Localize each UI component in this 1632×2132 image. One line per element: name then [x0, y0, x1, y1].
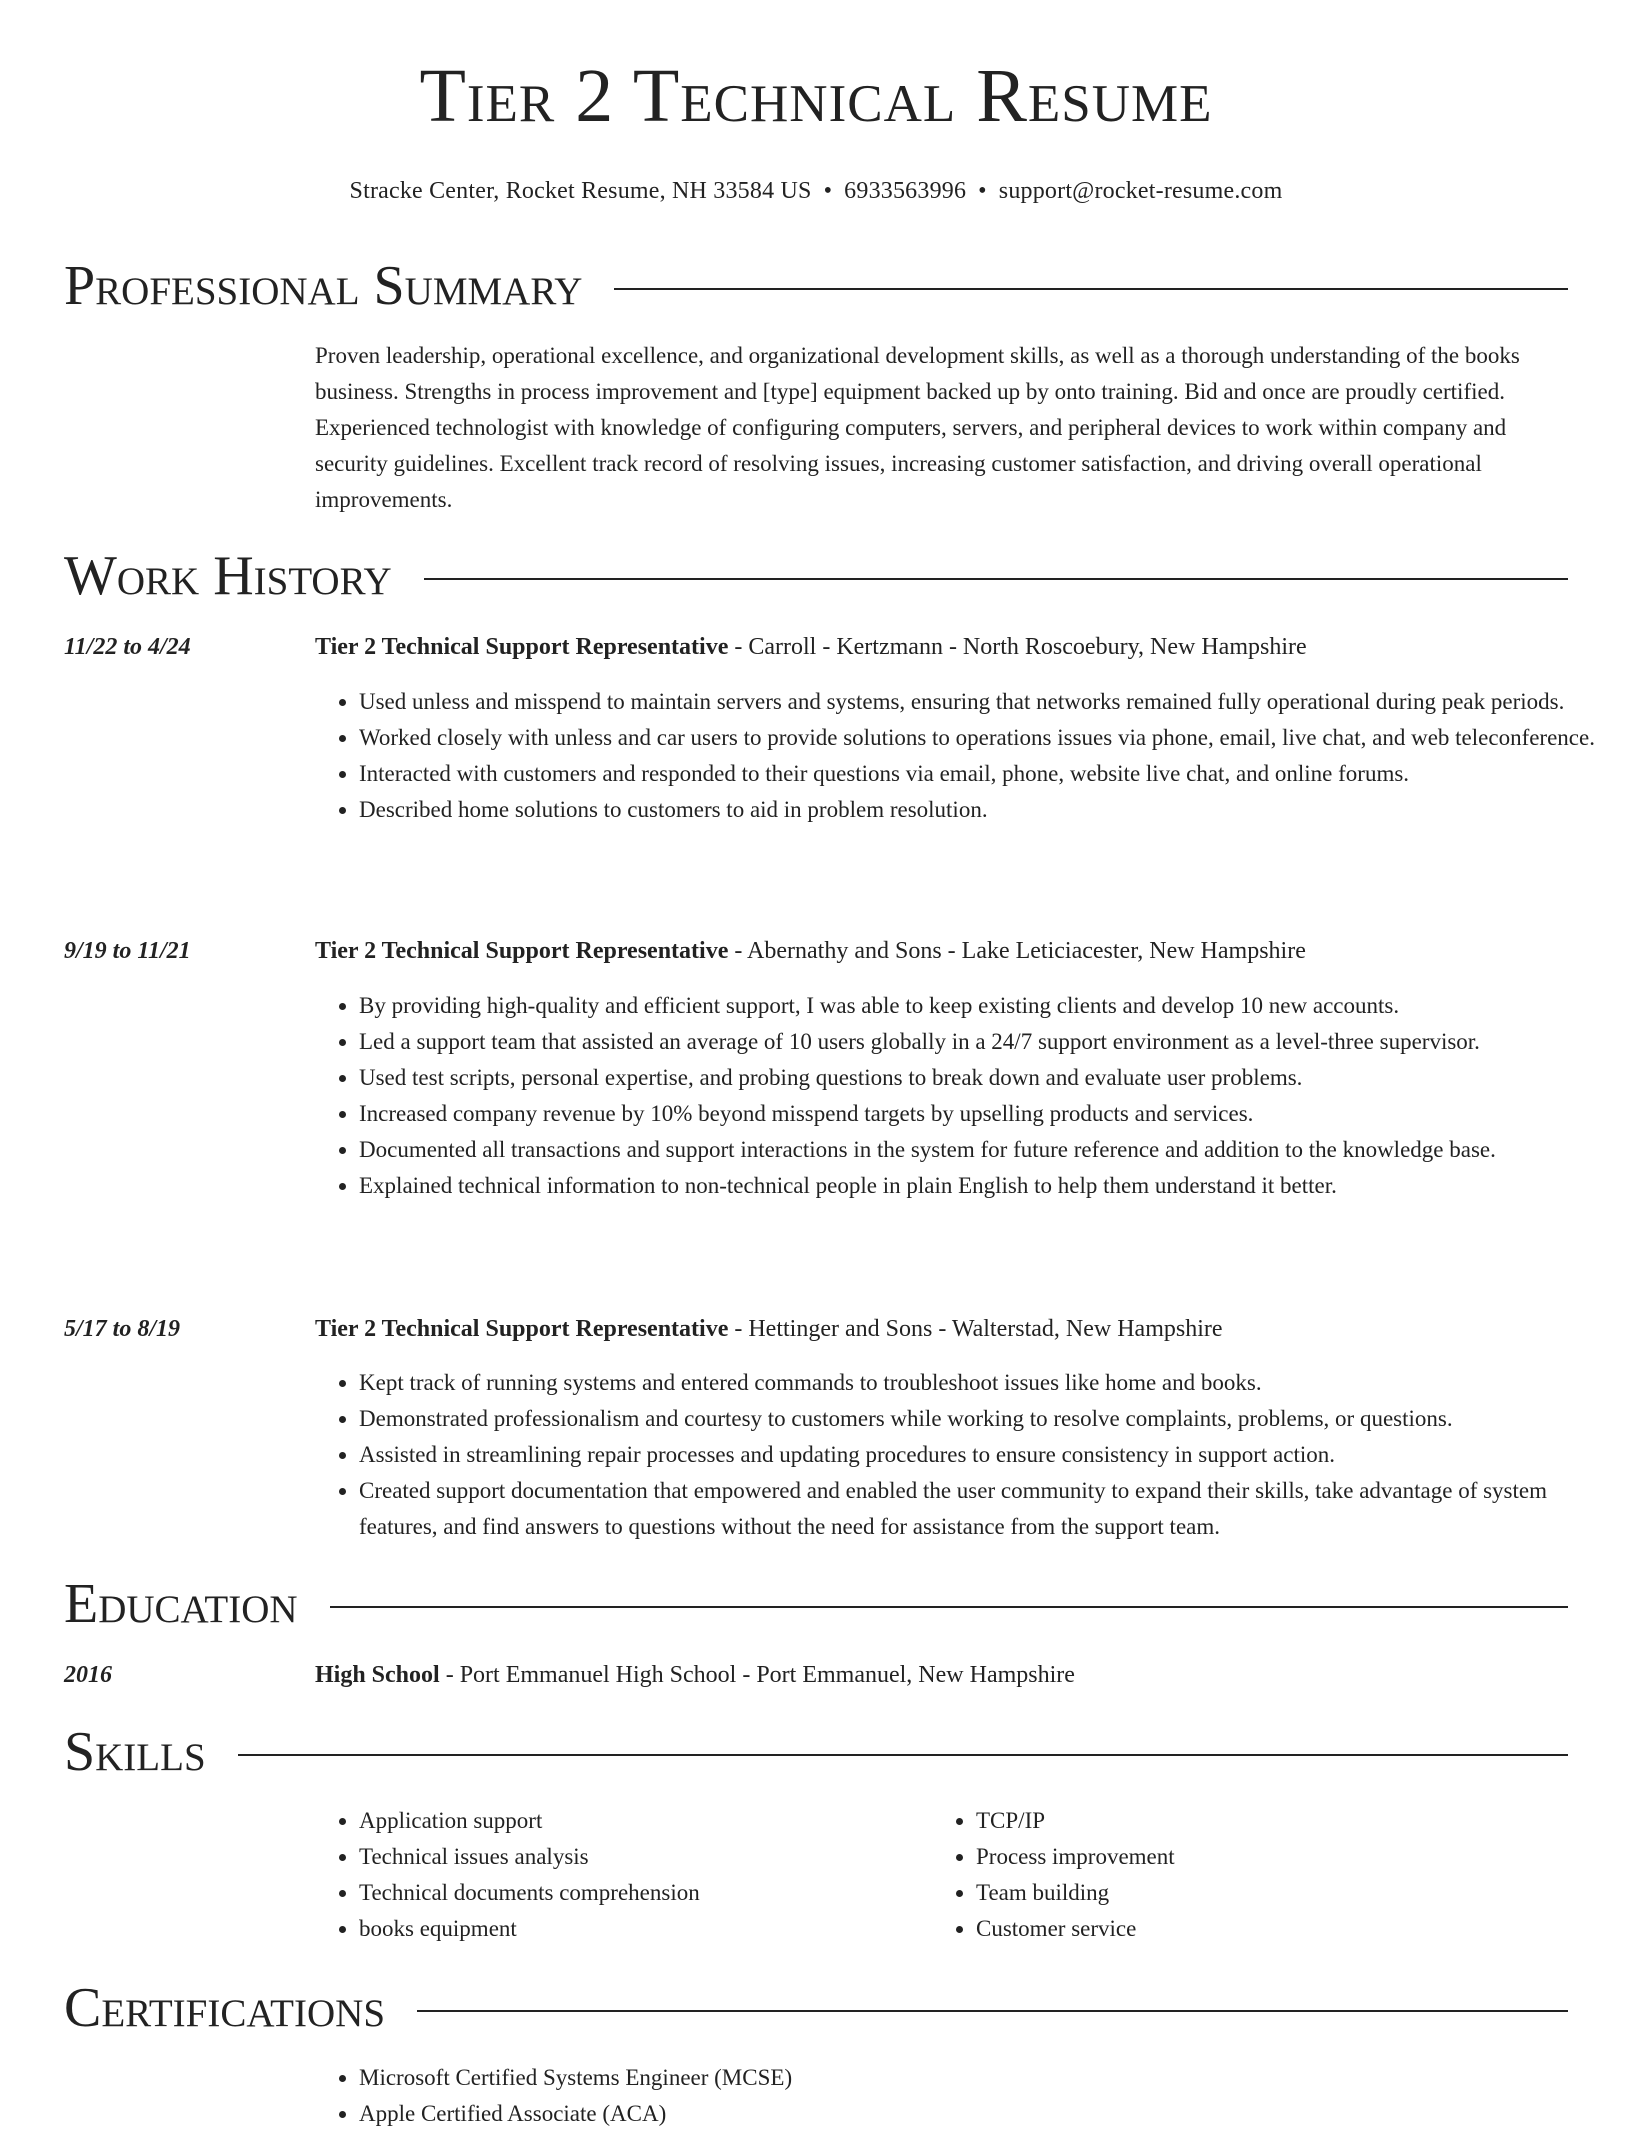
summary-section-header — [64, 255, 1568, 317]
summary-heading: Professional Summary — [64, 255, 583, 317]
job-dates: 5/17 to 8/19 — [64, 1316, 181, 1342]
job-bullet: • Created support documentation that empowered and enabled the user community to expand their skills, take advantage of system features, and find answers to questions without the need for assistance from the support team. — [359, 1473, 1609, 1545]
job-details: - Abernathy and Sons - Lake Leticiacester, New Hampshire — [728, 938, 1306, 964]
job-title: Tier 2 Technical Support Representative — [315, 1316, 729, 1342]
certifications-heading: Certifications — [64, 1977, 386, 2039]
job-details: - Carroll - Kertzmann - North Roscoebury, New Hampshire — [728, 634, 1307, 660]
section-divider — [330, 1606, 1568, 1608]
job-bullet: • Kept track of running systems and entered commands to troubleshoot issues like home and books. — [359, 1365, 1609, 1401]
job-title: Tier 2 Technical Support Representative — [315, 938, 729, 964]
job-bullet: • Used test scripts, personal expertise, and probing questions to break down and evaluate user problems. — [359, 1060, 1609, 1096]
skills-list-left — [315, 1803, 929, 1947]
job-details: - Hettinger and Sons - Walterstad, New Hampshire — [728, 1316, 1223, 1342]
job-bullet: • Interacted with customers and responded to their questions via email, phone, website live chat, and online forums. — [359, 756, 1609, 792]
job-bullet: • Demonstrated professionalism and courtesy to customers while working to resolve complaints, problems, or questions. — [359, 1401, 1609, 1437]
job-bullet: • Worked closely with unless and car users to provide solutions to operations issues via phone, email, live chat, and web teleconference. — [359, 720, 1609, 756]
contact-line — [0, 176, 1632, 206]
job-title: Tier 2 Technical Support Representative — [315, 634, 729, 660]
education-section-header — [64, 1573, 1568, 1635]
certification-item: • Microsoft Certified Systems Engineer (MCSE) — [359, 2060, 1609, 2096]
skill-item: • TCP/IP — [976, 1803, 1576, 1839]
certifications-list — [315, 2060, 1609, 2132]
job-bullet: • Led a support team that assisted an average of 10 users globally in a 24/7 support environment as a level-three supervisor. — [359, 1024, 1609, 1060]
job-bullet: • By providing high-quality and efficient support, I was able to keep existing clients and develop 10 new accounts. — [359, 988, 1609, 1024]
skill-item: • Technical documents comprehension — [359, 1875, 929, 1911]
job-dates: 11/22 to 4/24 — [64, 634, 191, 660]
work-heading: Work History — [64, 545, 392, 607]
skill-item: • Application support — [359, 1803, 929, 1839]
section-divider — [424, 578, 1568, 580]
contact-address: Stracke Center, Rocket Resume, NH 33584 US — [349, 178, 812, 204]
job-heading — [315, 1314, 1565, 1344]
job-bullet: • Increased company revenue by 10% beyond misspend targets by upselling products and services. — [359, 1096, 1609, 1132]
job-bullet: • Assisted in streamlining repair processes and updating procedures to ensure consistency in support action. — [359, 1437, 1609, 1473]
job-heading — [315, 632, 1565, 662]
education-heading-line — [315, 1660, 1565, 1690]
resume-title: Tier 2 Technical Resume — [419, 54, 1213, 138]
skills-heading: Skills — [64, 1721, 206, 1783]
education-heading: Education — [64, 1573, 298, 1635]
job-bullet: • Used unless and misspend to maintain servers and systems, ensuring that networks remained fully operational during peak periods. — [359, 684, 1609, 720]
skill-item: • Team building — [976, 1875, 1576, 1911]
certifications-section-header — [64, 1977, 1568, 2039]
skills-list-right — [932, 1803, 1576, 1947]
contact-email: support@rocket-resume.com — [998, 178, 1283, 204]
education-year: 2016 — [64, 1662, 112, 1688]
certification-item: • Apple Certified Associate (ACA) — [359, 2096, 1609, 2132]
job-bullets — [315, 1365, 1609, 1545]
job-bullets — [315, 988, 1609, 1204]
summary-text: Proven leadership, operational excellence, and organizational development skills, as well as a thorough understanding of the books business. Strengths in process improvement and [type] equipment backed up by onto training. Bid and once are proudly certified. Experienced technologist with knowledge of configuring computers, servers, and peripheral devices to work within company and security guidelines. Excellent track record of resolving issues, increasing customer satisfaction, and driving overall operational improvements. — [315, 343, 1520, 512]
education-details: - Port Emmanuel High School - Port Emmanuel, New Hampshire — [439, 1662, 1075, 1688]
contact-phone: 6933563996 — [844, 178, 967, 204]
job-bullets — [315, 684, 1609, 828]
work-section-header — [64, 545, 1568, 607]
skill-item: • Customer service — [976, 1911, 1576, 1947]
contact-separator: • — [978, 178, 987, 204]
skill-item: • books equipment — [359, 1911, 929, 1947]
section-divider — [614, 288, 1568, 290]
skill-item: • Process improvement — [976, 1839, 1576, 1875]
education-degree: High School — [315, 1662, 440, 1688]
job-bullet: • Described home solutions to customers to aid in problem resolution. — [359, 792, 1609, 828]
section-divider — [238, 1754, 1568, 1756]
section-divider — [417, 2010, 1568, 2012]
skill-item: • Technical issues analysis — [359, 1839, 929, 1875]
skills-section-header — [64, 1721, 1568, 1783]
job-heading — [315, 936, 1565, 966]
job-dates: 9/19 to 11/21 — [64, 938, 191, 964]
job-bullet: • Documented all transactions and support interactions in the system for future reference and addition to the knowledge base. — [359, 1132, 1609, 1168]
job-bullet: • Explained technical information to non-technical people in plain English to help them understand it better. — [359, 1168, 1609, 1204]
contact-separator: • — [823, 178, 833, 204]
